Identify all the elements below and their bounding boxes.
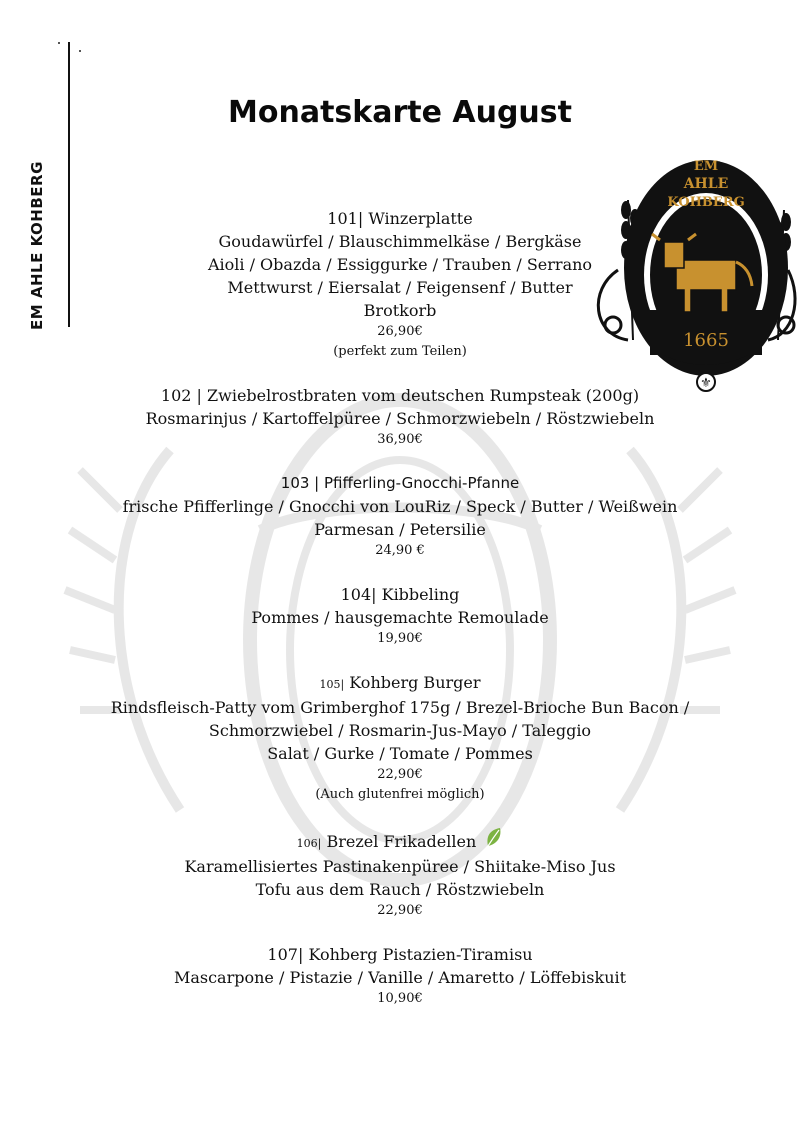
menu-item [0, 207, 800, 362]
menu-item [0, 384, 800, 450]
item-description: Karamellisiertes Pastinakenpüree / Shiitake-Miso Jus [184, 857, 616, 876]
item-description: Mettwurst / Eiersalat / Feigensenf / Butter [227, 278, 573, 297]
item-price: 10,90€ [377, 991, 423, 1006]
logo-text-kohberg: KOHBERG [667, 195, 745, 210]
item-price: 26,90€ [377, 324, 423, 339]
menu-item [0, 671, 800, 805]
logo-text-em: EM [693, 159, 719, 174]
item-description: Parmesan / Petersilie [314, 520, 486, 539]
item-heading [0, 671, 800, 696]
item-name: Zwiebelrostbraten vom deutschen Rumpsteak (200g) [207, 386, 640, 405]
item-heading [0, 827, 800, 855]
item-number: 103 | [280, 474, 320, 492]
item-heading [0, 583, 800, 606]
item-description: Rindsfleisch-Patty vom Grimberghof 175g / Brezel-Brioche Bun Bacon / [110, 698, 690, 717]
item-number: 107| [267, 945, 304, 964]
item-name: Pfifferling-Gnocchi-Pfanne [324, 474, 520, 492]
item-note: (perfekt zum Teilen) [333, 344, 467, 359]
item-description: Goudawürfel / Blauschimmelkäse / Bergkäse [218, 232, 582, 251]
sidebar-brand: EM AHLE KOHBERG [28, 161, 46, 330]
item-name: Kohberg Pistazien-Tiramisu [308, 945, 533, 964]
print-speck [58, 42, 60, 44]
print-speck [79, 50, 81, 52]
menu-item [0, 472, 800, 561]
item-description: Schmorzwiebel / Rosmarin-Jus-Mayo / Taleggio [208, 721, 592, 740]
item-number: 104| [340, 585, 377, 604]
item-price: 24,90 € [375, 543, 425, 558]
menu-list [0, 207, 800, 1031]
page-title: Monatskarte August [228, 95, 572, 130]
item-heading [0, 943, 800, 966]
item-number: 102 | [160, 386, 202, 405]
item-name: Brezel Frikadellen [326, 832, 477, 851]
logo-text-ahle: AHLE [683, 176, 729, 192]
logo-text-year: 1665 [683, 330, 729, 351]
menu-item [0, 827, 800, 921]
item-number: 101| [327, 209, 364, 228]
item-name: Winzerplatte [368, 209, 473, 228]
item-price: 22,90€ [377, 903, 423, 918]
item-description: Aioli / Obazda / Essiggurke / Trauben / Serrano [207, 255, 593, 274]
item-description: frische Pfifferlinge / Gnocchi von LouRiz / Speck / Butter / Weißwein [122, 497, 678, 516]
item-description: Tofu aus dem Rauch / Röstzwiebeln [255, 880, 545, 899]
item-description: Pommes / hausgemachte Remoulade [251, 608, 549, 627]
svg-text:⚜: ⚜ [700, 376, 712, 391]
item-name: Kibbeling [381, 585, 460, 604]
vegan-leaf-icon [485, 827, 503, 849]
item-price: 36,90€ [377, 432, 423, 447]
item-note: (Auch glutenfrei möglich) [315, 787, 485, 802]
item-heading [0, 207, 800, 230]
item-price: 19,90€ [377, 631, 423, 646]
item-number: 106| [296, 837, 322, 850]
item-price: 22,90€ [377, 767, 423, 782]
item-number: 105| [319, 678, 345, 691]
item-description: Brotkorb [363, 301, 437, 320]
menu-item [0, 583, 800, 649]
item-name: Kohberg Burger [349, 673, 481, 692]
item-heading [0, 384, 800, 407]
item-description: Rosmarinjus / Kartoffelpüree / Schmorzwiebeln / Röstzwiebeln [145, 409, 655, 428]
item-description: Mascarpone / Pistazie / Vanille / Amaretto / Löffebiskuit [173, 968, 627, 987]
item-description: Salat / Gurke / Tomate / Pommes [267, 744, 533, 763]
item-heading [0, 472, 800, 495]
menu-item [0, 943, 800, 1009]
